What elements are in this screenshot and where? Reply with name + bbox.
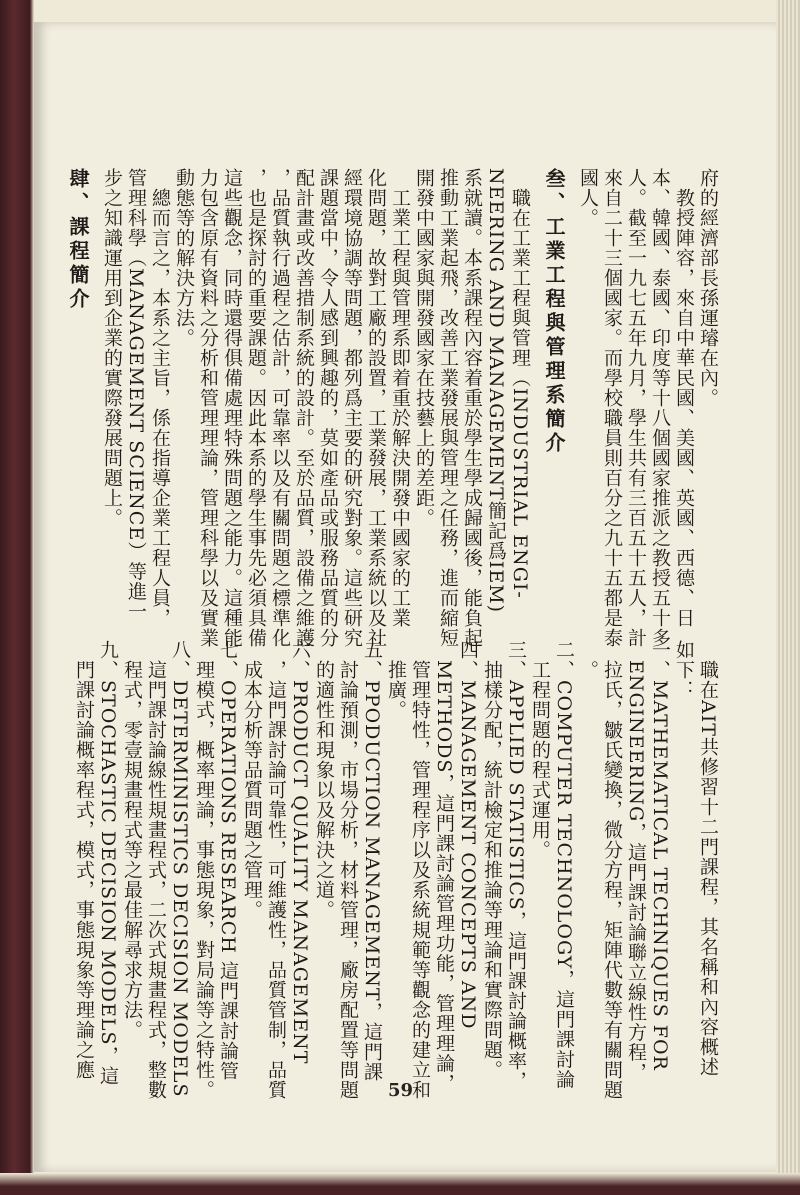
text-column: 力包含原有資料之分析和管理理論，管理科學以及實業 [197, 168, 219, 648]
text-column: ENGINEERING，這門課討論聯立線性方程， [625, 660, 647, 1083]
text-column: 教授陣容，來自中華民國、美國、英國、西德、日 [673, 188, 695, 628]
text-column: 配計畫或改善措制系統的設計。至於品質，設備之維護 [293, 168, 315, 648]
text-column: 程式，零壹規畫程式等之最佳解尋求方法。 [121, 660, 143, 1040]
cover-bottom [0, 1173, 800, 1195]
text-column: 一、MATHEMATICAL TECHNIQUES FOR [649, 640, 671, 1071]
text-column: 本、韓國、泰國、印度等十八個國家推派之教授五十多 [649, 168, 671, 648]
section-heading: 叁、工業工程與管理系簡介 [542, 168, 566, 456]
text-column: 這門課討論線性規畫程式，二次式規畫程式，整數 [145, 660, 167, 1100]
text-column: 。 [577, 660, 599, 680]
section-heading: 肆、課程簡介 [66, 168, 90, 312]
text-column: 系就讀。本系課程內容着重於學生學成歸國後，能負起 [461, 168, 483, 648]
text-column: 來自二十三個國家。而學校職員則百分之九十五都是泰 [601, 168, 623, 648]
text-column: METHODS，這門課討論管理功能，管理理論， [433, 660, 455, 1094]
text-column: 拉氏，皺氏變換，微分方程，矩陣代數等有關問題 [601, 660, 623, 1100]
text-column: 成本分析等品質問題之管理。 [241, 660, 263, 920]
text-column: 課題當中，令人感到興趣的，莫如產品或服務品質的分 [317, 168, 339, 648]
text-column: ，這門課討論可靠性，可維護性，品質管制，品質 [265, 660, 287, 1100]
text-column: ，也是探討的重要課題。因此本系的學生事先必須具備 [245, 168, 267, 648]
text-column: 九、STOCHASTIC DECISION MODELS，這 [97, 640, 119, 1086]
text-column: 抽樣分配，統計檢定和推論等理論和實際問題。 [481, 660, 503, 1080]
text-column: 門課討論概率程式，模式，事態現象等理論之應 [73, 660, 95, 1080]
text-column: 推廣。 [385, 660, 407, 720]
text-column: 總而言之，本系之主旨，係在指導企業工程人員， [149, 188, 171, 628]
text-column: 工業工程與管理系即着重於解決開發中國家的工業 [389, 188, 411, 628]
text-column: 四、MANAGEMENT CONCEPTS AND [457, 640, 479, 1030]
text-column: 理模式，概率理論，事態現象，對局論等之特性。 [193, 660, 215, 1100]
page-edge [776, 0, 800, 1195]
text-column: 的適性和現象以及解決之道。 [313, 660, 335, 920]
text-column: 府的經濟部長孫運璿在內。 [697, 168, 719, 408]
text-column: 如下： [673, 640, 695, 700]
text-column: 國人。 [577, 168, 599, 228]
text-column: 工程問題的程式運用。 [529, 660, 551, 860]
text-column: 這些觀念，同時還得俱備處理特殊問題之能力。這種能 [221, 168, 243, 648]
text-column: 經環境協調等問題，都列爲主要的研究對象。這些研究 [341, 168, 363, 648]
text-column: 討論預測，市場分析，材料管理，廠房配置等問題 [337, 660, 359, 1100]
page-number: 59 [388, 1080, 414, 1101]
text-column: 開發中國家與開發國家在技藝上的差距。 [413, 168, 435, 528]
text-column: NEERING AND MANAGEMENT簡記爲IEM) [485, 168, 507, 614]
text-column: 人。截至一九七五年九月，學生共有三百五十五人，計 [625, 168, 647, 648]
text-column: 職在AIT共修習十二門課程，其名稱和內容概述 [697, 660, 719, 1077]
text-column: ，品質執行過程之估計，可靠率以及有關問題之標準化 [269, 168, 291, 648]
text-column: 化問題，故對工廠的設置，工業發展，工業系統以及社 [365, 168, 387, 648]
text-column: 八、DETERMINISTICS DECISION MODELS [169, 640, 191, 1098]
text-column: 管理特性，管理程序以及系統規範等觀念的建立和 [409, 660, 431, 1100]
text-column: 六、PRODUCT QUALITY MANAGEMENT [289, 640, 311, 1065]
text-column: 動態等的解決方法。 [173, 168, 195, 348]
text-column: 七、OPERATIONS RESEARCH 這門課討論管 [217, 640, 239, 1081]
text-column: 推動工業起飛，改善工業發展與管理之任務，進而縮短 [437, 168, 459, 648]
top-text-block [66, 168, 720, 648]
text-column: 步之知識運用到企業的實際發展問題上。 [101, 168, 123, 528]
text-column: 五、PPODUCTION MANAGEMENT，這門課 [361, 640, 383, 1082]
text-column: 二、COMPUTER TECHNOLOGY，這門課討論 [553, 640, 575, 1090]
text-column: 三、APPLIED STATISTICS，這門課討論概率， [505, 640, 527, 1091]
text-column: 管理科學（MANAGEMENT SCIENCE）等進一 [125, 168, 147, 622]
text-column: 職在工業工程與管理（INDUSTRIAL ENGI- [509, 188, 531, 599]
